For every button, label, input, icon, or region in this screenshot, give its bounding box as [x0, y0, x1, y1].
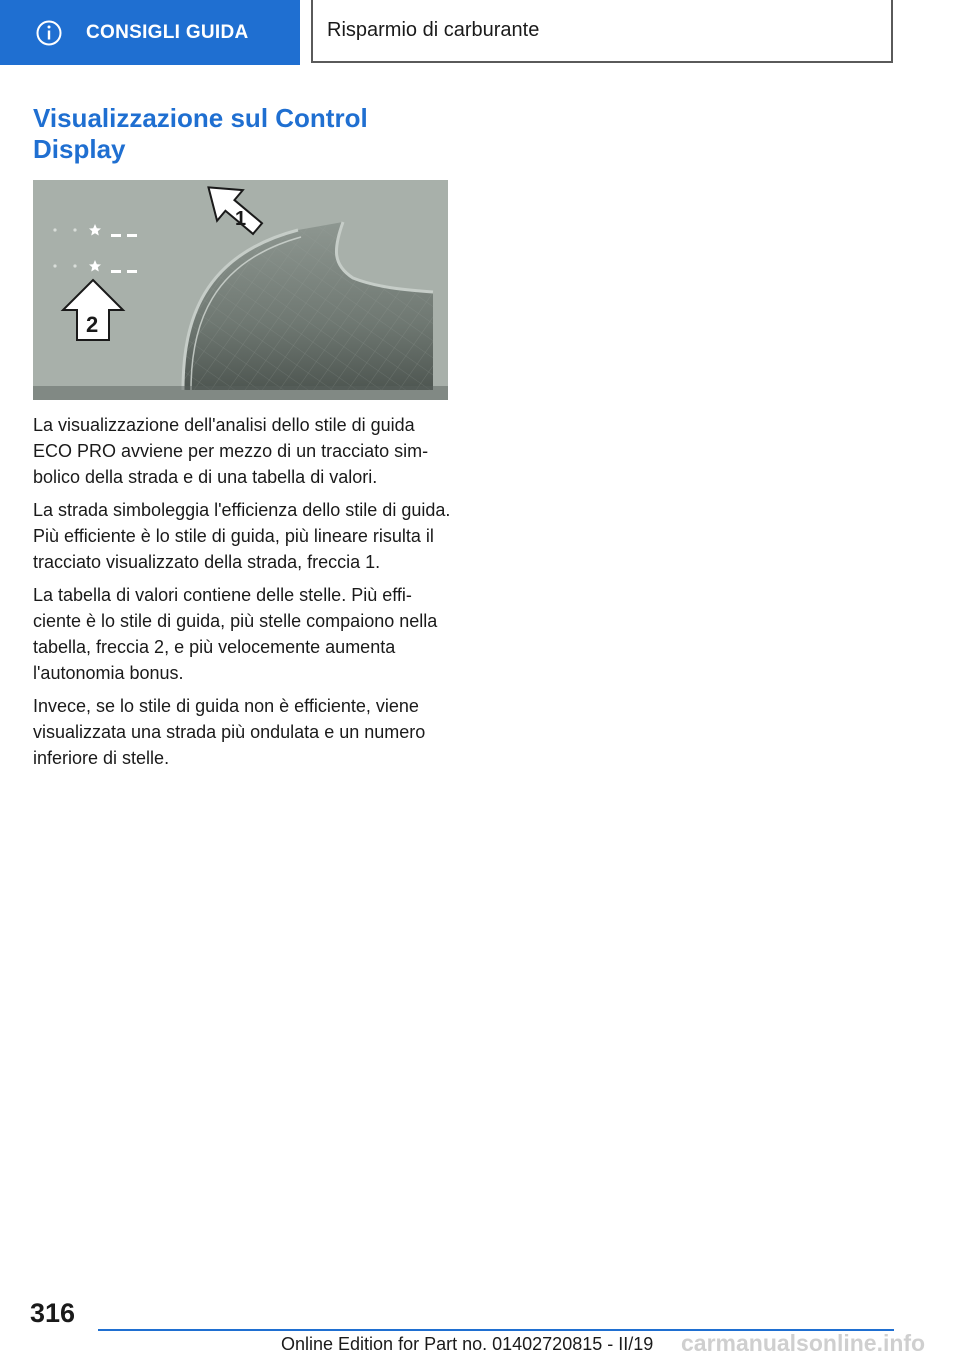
watermark: carmanualsonline.info — [681, 1330, 926, 1356]
section-title: Risparmio di carburante — [327, 19, 540, 41]
footer-edition: Online Edition for Part no. 01402720815 - II/19 — [281, 1334, 654, 1354]
header-tab-label: CONSIGLI GUIDA — [86, 21, 249, 43]
arrow-2-label: 2 — [86, 312, 99, 337]
paragraph: La strada simboleggia l'efficienza dello stile di guida. Più efficiente è lo stile di guida, più lineare risulta il tracciato visualizzato della strada, freccia 1. — [33, 500, 451, 572]
page-heading: Visualizzazione sul Control Display — [33, 103, 368, 164]
arrow-1-label: 1 — [235, 208, 247, 230]
header-tab-consigli-guida[interactable] — [0, 0, 300, 65]
info-icon — [36, 20, 62, 46]
page-number: 316 — [30, 1298, 76, 1328]
paragraph: La tabella di valori contiene delle stelle. Più efficiente è lo stile di guida, più stelle compaiono nella tabella, freccia 2, e più velocemente aumenta l'autonomia bonus. — [33, 585, 438, 683]
paragraph: La visualizzazione dell'analisi dello stile di guida ECO PRO avviene per mezzo di un tracciato simbolico della strada e di una tabella di valori. — [33, 415, 429, 487]
body-text — [33, 412, 451, 778]
control-display-graphic — [33, 180, 448, 400]
header-section-tab[interactable] — [311, 0, 893, 63]
paragraph: Invece, se lo stile di guida non è efficiente, viene visualizzata una strada più ondulata e un numero inferiore di stelle. — [33, 696, 426, 768]
control-display-illustration — [33, 180, 448, 400]
